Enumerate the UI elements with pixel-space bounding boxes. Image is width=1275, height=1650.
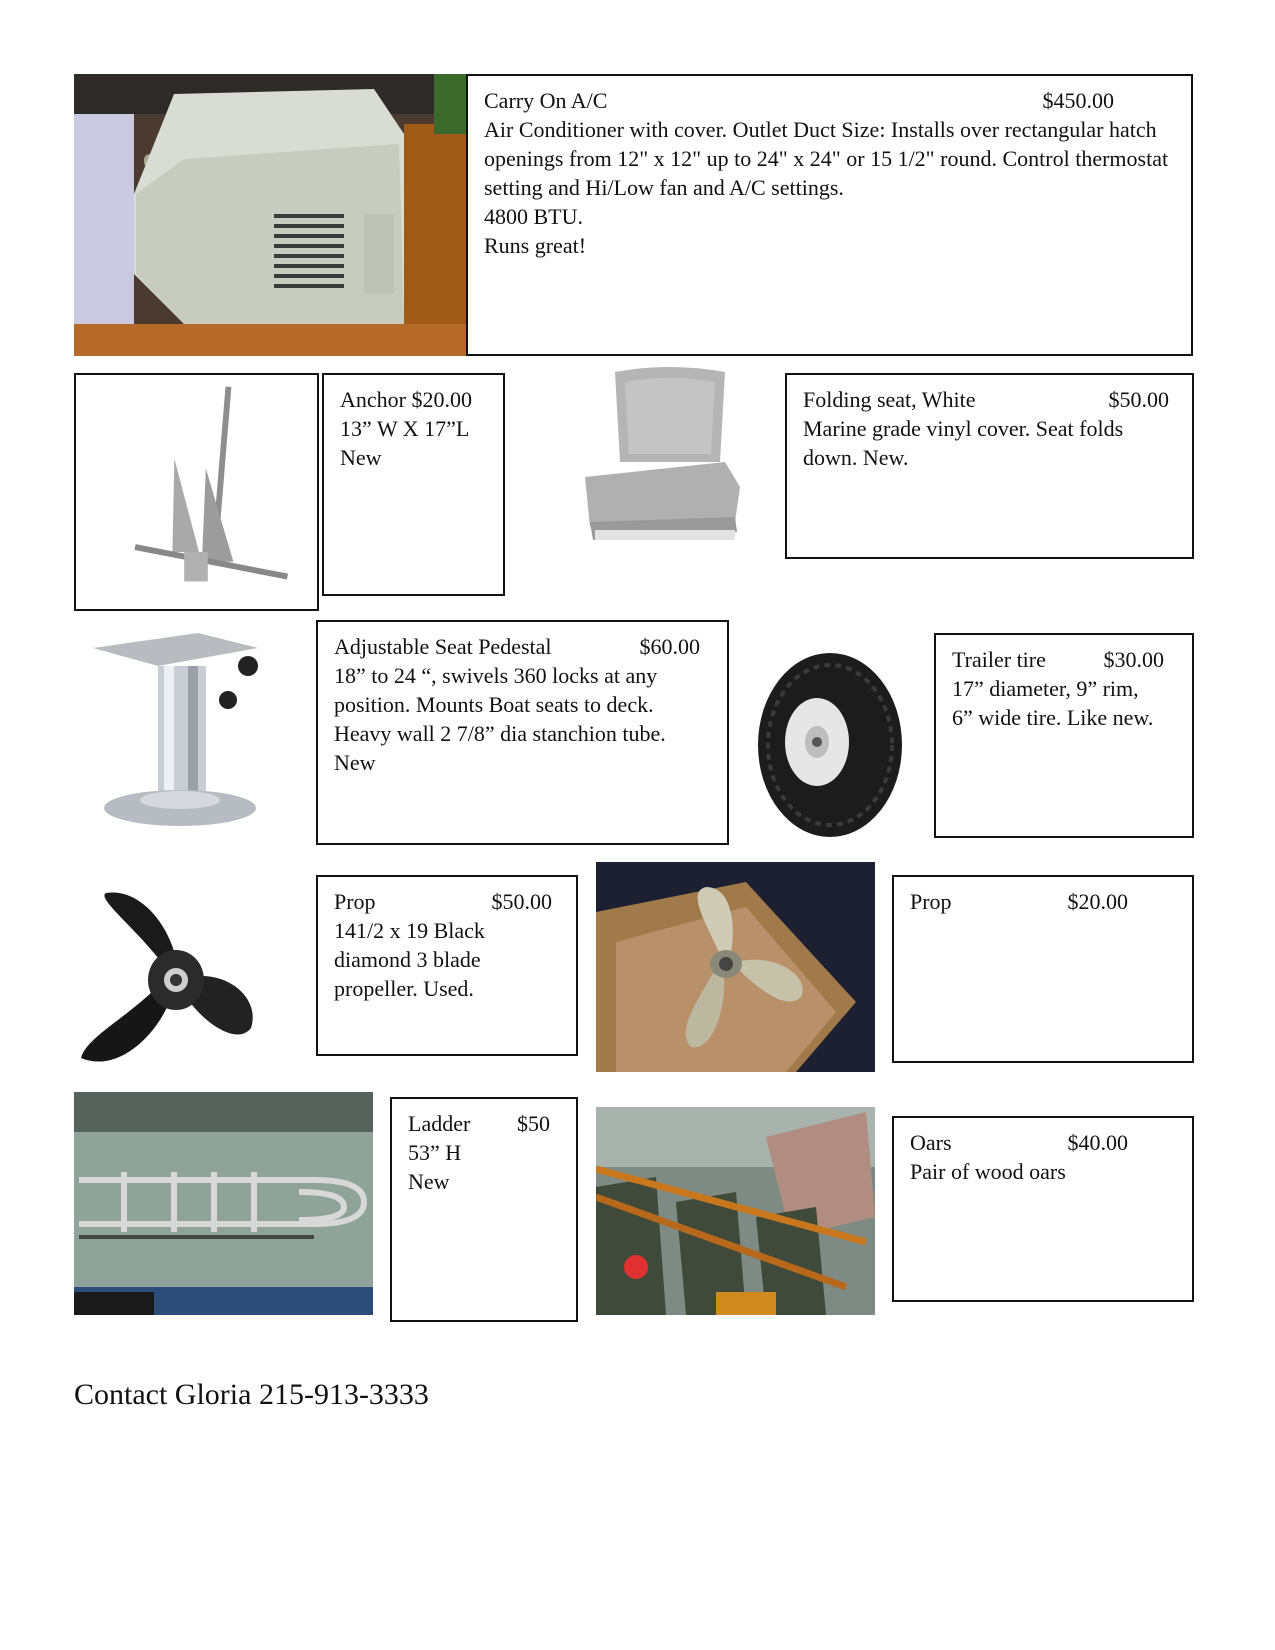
anchor-size: 13” W X 17”L (340, 416, 470, 441)
oars-description: Pair of wood oars (910, 1159, 1066, 1184)
ladder-size: 53” H (408, 1140, 462, 1165)
anchor-icon (76, 375, 317, 609)
prop1-title: Prop (334, 889, 376, 914)
oars-title: Oars (910, 1130, 952, 1155)
anchor-title: Anchor $20.00 (340, 387, 472, 412)
pedestal-photo (88, 628, 270, 830)
black-prop-photo (76, 888, 258, 1068)
anchor-photo-frame (74, 373, 319, 611)
pedestal-title: Adjustable Seat Pedestal (334, 634, 552, 659)
seat-photo (575, 362, 747, 548)
anchor-listing (322, 373, 505, 596)
prop1-condition: propeller. Used. (334, 976, 474, 1001)
prop1-size: 141/2 x 19 Black (334, 918, 485, 943)
tire-condition: 6” wide tire. Like new. (952, 705, 1154, 730)
ac-title: Carry On A/C (484, 88, 608, 113)
oars-price: $40.00 (1067, 1130, 1128, 1155)
ac-listing (466, 74, 1193, 356)
tire-price: $30.00 (1103, 647, 1164, 672)
prop2-price: $20.00 (1067, 889, 1128, 914)
prop1-type: diamond 3 blade (334, 947, 481, 972)
ac-note: Runs great! (484, 233, 587, 258)
ladder-price: $50 (517, 1111, 550, 1136)
prop1-price: $50.00 (491, 889, 552, 914)
tire-size: 17” diameter, 9” rim, (952, 676, 1139, 701)
pedestal-price: $60.00 (639, 634, 700, 659)
tire-listing (934, 633, 1194, 838)
oars-listing (892, 1116, 1194, 1302)
contact-line: Contact Gloria 215-913-3333 (74, 1378, 429, 1411)
seat-description: Marine grade vinyl cover. Seat folds down. New. (803, 416, 1124, 470)
prop2-listing (892, 875, 1194, 1063)
ac-photo (74, 74, 466, 356)
seat-listing (785, 373, 1194, 559)
prop2-title: Prop (910, 889, 952, 914)
anchor-condition: New (340, 445, 382, 470)
ladder-condition: New (408, 1169, 450, 1194)
tire-photo (755, 650, 905, 840)
pedestal-listing (316, 620, 729, 845)
ladder-listing (390, 1097, 578, 1322)
ac-description: Air Conditioner with cover. Outlet Duct Size: Installs over rectangular hatch openings from 12" x 12" up to 24" x 24" or 15 1/2" round. Control thermostat setting and Hi/Low fan and A/C settings. (484, 117, 1169, 200)
ac-btu: 4800 BTU. (484, 204, 583, 229)
ladder-photo (74, 1092, 373, 1315)
ladder-title: Ladder (408, 1111, 471, 1136)
ac-price: $450.00 (1042, 88, 1114, 113)
prop1-listing (316, 875, 578, 1056)
seat-title: Folding seat, White (803, 387, 976, 412)
tire-title: Trailer tire (952, 647, 1046, 672)
seat-price: $50.00 (1108, 387, 1169, 412)
oars-photo (596, 1107, 875, 1315)
pedestal-condition: New (334, 750, 376, 775)
bronze-prop-photo (596, 862, 875, 1072)
pedestal-description: 18” to 24 “, swivels 360 locks at any position. Mounts Boat seats to deck. Heavy wall 2 7/8” dia stanchion tube. (334, 663, 666, 746)
